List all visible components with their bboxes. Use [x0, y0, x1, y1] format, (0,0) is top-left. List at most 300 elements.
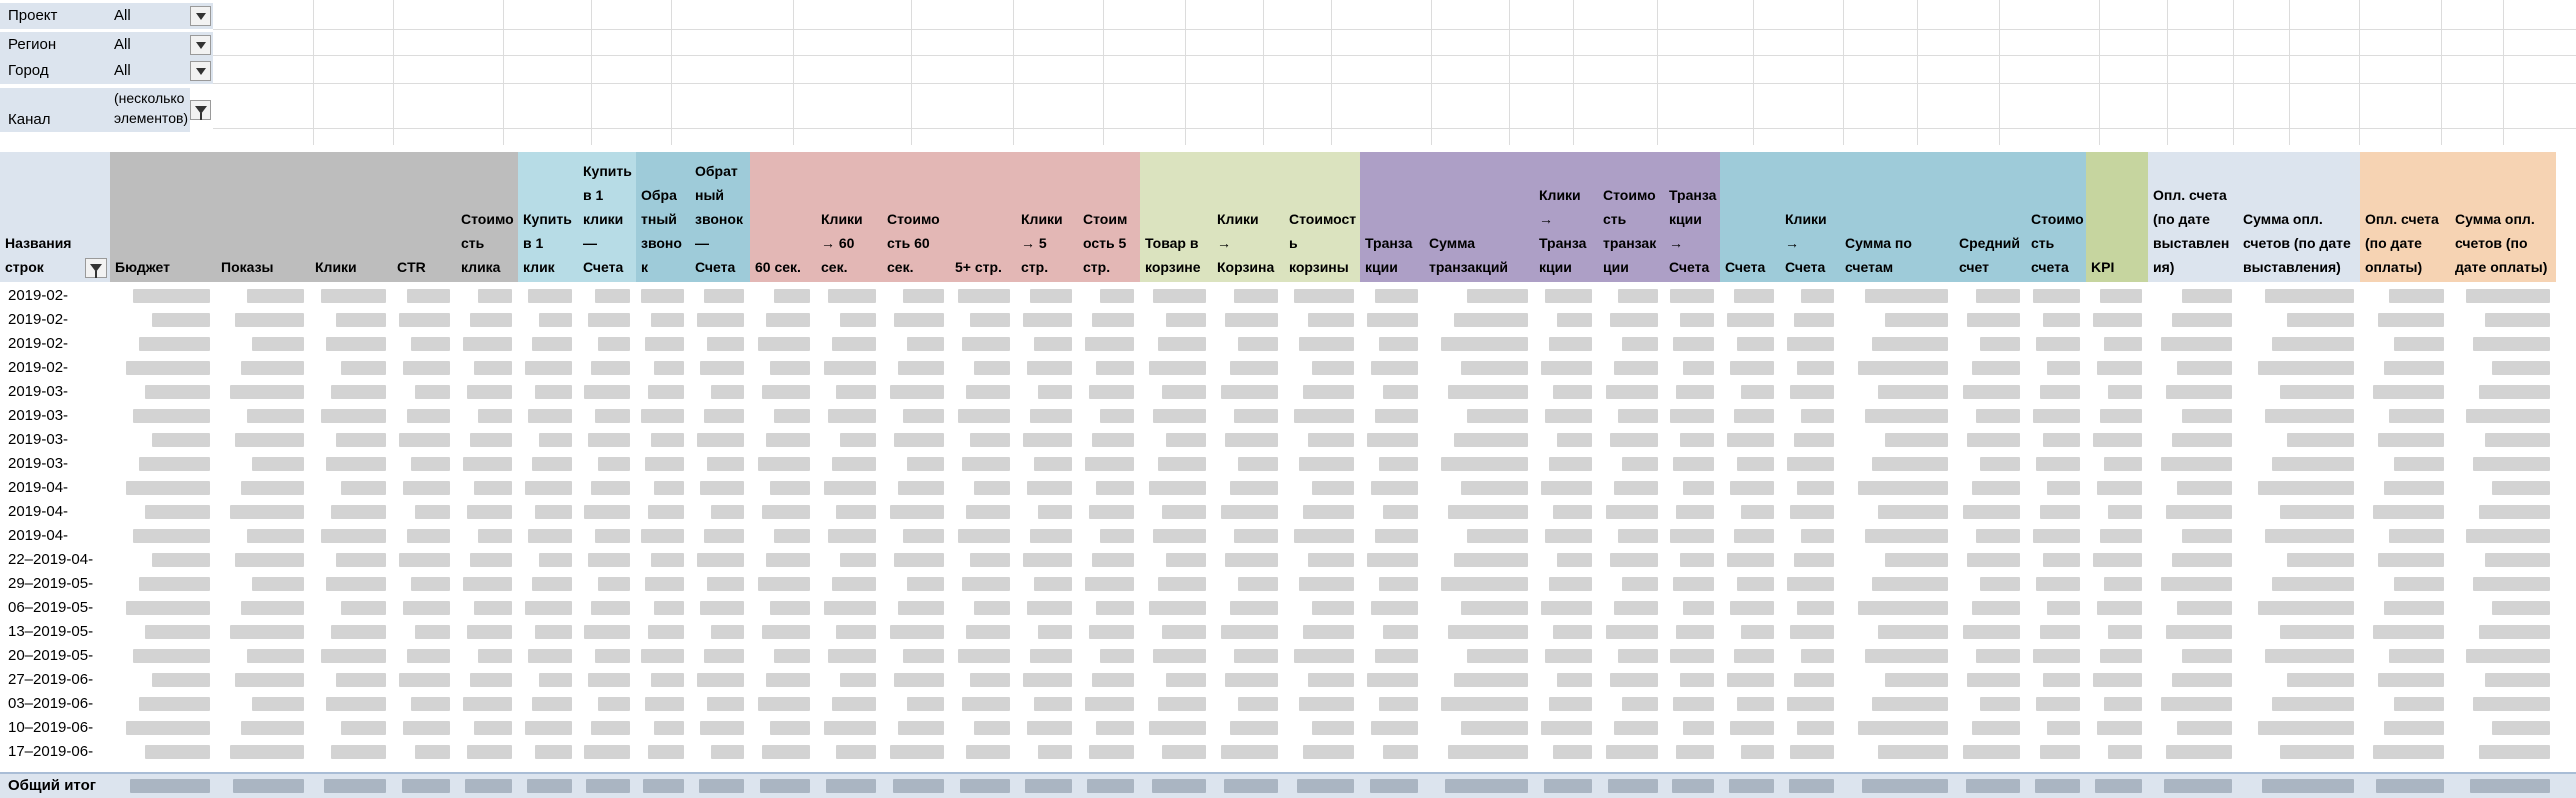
- pixelated-value-cell: [1670, 289, 1714, 303]
- pixelated-value-cell: [1034, 337, 1072, 351]
- pixelated-value-cell: [1149, 481, 1206, 495]
- column-header-label: Стоимо сть клика: [461, 211, 514, 275]
- column-header-label: 60 сек.: [755, 259, 801, 275]
- column-header[interactable]: [1840, 152, 1954, 282]
- pixelated-value-cell: [535, 385, 572, 399]
- pixelated-value-cell: [1549, 337, 1592, 351]
- column-header[interactable]: [1212, 152, 1284, 282]
- table-row[interactable]: [0, 404, 2576, 428]
- column-header[interactable]: [1424, 152, 1534, 282]
- pixelated-value-cell: [2485, 433, 2550, 447]
- column-header[interactable]: [1664, 152, 1720, 282]
- pixelated-value-cell: [539, 313, 572, 327]
- pixelated-value-cell: [2492, 721, 2550, 735]
- pixelated-value-cell: [2172, 553, 2232, 567]
- pixelated-value-cell: [1610, 313, 1658, 327]
- pixelated-value-cell: [241, 361, 304, 375]
- filter-value: All: [108, 3, 213, 29]
- table-row[interactable]: [0, 548, 2576, 572]
- pixelated-value-cell: [2108, 385, 2142, 399]
- pixelated-value-cell: [1100, 529, 1134, 543]
- table-row[interactable]: [0, 596, 2576, 620]
- pixelated-value-cell: [654, 721, 684, 735]
- column-header[interactable]: [1078, 152, 1140, 282]
- pixelated-value-cell: [2033, 409, 2080, 423]
- pixelated-value-cell: [2272, 577, 2354, 591]
- pixelated-total-cell: [324, 779, 386, 793]
- pixelated-value-cell: [2373, 625, 2444, 639]
- pixelated-value-cell: [2258, 601, 2354, 615]
- pixelated-value-cell: [2280, 745, 2354, 759]
- pixelated-value-cell: [1727, 673, 1774, 687]
- pixelated-value-cell: [152, 313, 210, 327]
- filter-row: [0, 3, 213, 29]
- pixelated-value-cell: [2287, 553, 2354, 567]
- pixelated-value-cell: [1553, 745, 1592, 759]
- column-header[interactable]: [2360, 152, 2450, 282]
- pixelated-value-cell: [1225, 313, 1278, 327]
- pixelated-value-cell: [840, 433, 876, 447]
- table-row[interactable]: [0, 668, 2576, 692]
- column-header-label: Сумма опл. счетов (по дате оплаты): [2455, 211, 2548, 275]
- row-label: 17–2019-06-: [8, 743, 94, 760]
- pixelated-total-cell: [2095, 779, 2142, 793]
- pixelated-value-cell: [774, 409, 810, 423]
- column-header[interactable]: [816, 152, 882, 282]
- pixelated-value-cell: [1038, 505, 1072, 519]
- column-header-label: Купить в 1 клик: [523, 211, 572, 275]
- pixelated-value-cell: [2033, 529, 2080, 543]
- pixelated-value-cell: [1541, 481, 1592, 495]
- pixelated-value-cell: [711, 745, 744, 759]
- pixelated-value-cell: [2373, 745, 2444, 759]
- pixelated-value-cell: [2378, 433, 2444, 447]
- column-header[interactable]: [110, 152, 216, 282]
- pixelated-value-cell: [758, 577, 810, 591]
- gridline: [1509, 0, 1510, 145]
- column-header-label: Сумма транзакций: [1429, 235, 1509, 275]
- pixelated-value-cell: [1038, 385, 1072, 399]
- pixelated-value-cell: [1162, 625, 1206, 639]
- pixelated-value-cell: [584, 505, 630, 519]
- pixelated-value-cell: [2466, 409, 2550, 423]
- column-header[interactable]: [2086, 152, 2148, 282]
- pixelated-value-cell: [326, 697, 386, 711]
- pixelated-value-cell: [133, 409, 210, 423]
- pixelated-value-cell: [704, 529, 744, 543]
- gridline: [671, 0, 672, 145]
- pixelated-total-cell: [893, 779, 944, 793]
- pixelated-value-cell: [1976, 289, 2020, 303]
- pixelated-value-cell: [1312, 481, 1354, 495]
- pixelated-value-cell: [1797, 361, 1834, 375]
- gridline: [1917, 0, 1918, 145]
- pixelated-value-cell: [907, 577, 944, 591]
- pixelated-value-cell: [970, 673, 1010, 687]
- column-header[interactable]: [2238, 152, 2360, 282]
- pixelated-value-cell: [840, 313, 876, 327]
- pixelated-value-cell: [648, 505, 684, 519]
- pixelated-value-cell: [1680, 673, 1714, 687]
- pixelated-value-cell: [1878, 505, 1948, 519]
- column-header[interactable]: [2026, 152, 2086, 282]
- column-header[interactable]: [1284, 152, 1360, 282]
- column-header[interactable]: [392, 152, 456, 282]
- pixelated-value-cell: [1089, 625, 1134, 639]
- pixelated-value-cell: [525, 601, 572, 615]
- pixelated-value-cell: [1166, 553, 1206, 567]
- pixelated-value-cell: [648, 385, 684, 399]
- pixelated-value-cell: [651, 433, 684, 447]
- pixelated-value-cell: [1238, 577, 1278, 591]
- table-row[interactable]: [0, 572, 2576, 596]
- pixelated-value-cell: [2047, 721, 2080, 735]
- pixelated-value-cell: [2265, 409, 2354, 423]
- pixelated-value-cell: [1375, 649, 1418, 663]
- pixelated-value-cell: [1448, 505, 1528, 519]
- filter-funnel-button[interactable]: [190, 100, 211, 120]
- pixelated-value-cell: [1454, 313, 1528, 327]
- pixelated-value-cell: [1557, 313, 1592, 327]
- column-header[interactable]: [310, 152, 392, 282]
- pixelated-total-cell: [2035, 779, 2080, 793]
- column-header-label: Бюджет: [115, 259, 170, 275]
- pixelated-value-cell: [2166, 625, 2232, 639]
- pixelated-value-cell: [774, 529, 810, 543]
- pixelated-value-cell: [399, 673, 450, 687]
- pixelated-value-cell: [1089, 385, 1134, 399]
- pixelated-value-cell: [595, 409, 630, 423]
- pixelated-value-cell: [2040, 385, 2080, 399]
- pixelated-value-cell: [654, 481, 684, 495]
- filter-dropdown-button[interactable]: [190, 6, 211, 26]
- pixelated-value-cell: [898, 481, 944, 495]
- pixelated-value-cell: [241, 481, 304, 495]
- pixelated-value-cell: [1790, 625, 1834, 639]
- pixelated-value-cell: [133, 649, 210, 663]
- pixelated-value-cell: [1149, 601, 1206, 615]
- gridline: [213, 55, 2576, 56]
- pixelated-value-cell: [1448, 625, 1528, 639]
- pixelated-value-cell: [1461, 481, 1528, 495]
- gridline: [1013, 0, 1014, 145]
- table-row[interactable]: [0, 740, 2576, 764]
- filter-label: Проект: [0, 3, 108, 29]
- pixelated-value-cell: [1312, 361, 1354, 375]
- column-header[interactable]: [456, 152, 518, 282]
- pixelated-value-cell: [645, 457, 684, 471]
- row-label: 2019-03-: [8, 431, 69, 448]
- pixelated-value-cell: [700, 481, 744, 495]
- pixelated-value-cell: [598, 697, 630, 711]
- column-header[interactable]: [1534, 152, 1598, 282]
- row-labels-header[interactable]: [0, 152, 110, 282]
- column-header[interactable]: [1954, 152, 2026, 282]
- column-header[interactable]: [1140, 152, 1212, 282]
- dropdown-arrow-icon: [196, 42, 206, 49]
- filter-dropdown-button[interactable]: [190, 61, 211, 81]
- pixelated-value-cell: [1967, 553, 2020, 567]
- pixelated-value-cell: [145, 505, 210, 519]
- pixelated-value-cell: [1383, 385, 1418, 399]
- pixelated-value-cell: [828, 529, 876, 543]
- pixelated-value-cell: [539, 433, 572, 447]
- pixelated-value-cell: [1980, 457, 2020, 471]
- table-row[interactable]: [0, 308, 2576, 332]
- pixelated-value-cell: [252, 457, 304, 471]
- pixelated-value-cell: [2466, 289, 2550, 303]
- pixelated-value-cell: [697, 673, 744, 687]
- pixelated-value-cell: [1367, 433, 1418, 447]
- pixelated-value-cell: [1375, 529, 1418, 543]
- pixelated-value-cell: [1162, 505, 1206, 519]
- column-header[interactable]: [1360, 152, 1424, 282]
- filter-dropdown-button[interactable]: [190, 35, 211, 55]
- pixelated-total-cell: [1544, 779, 1592, 793]
- pixelated-value-cell: [321, 529, 386, 543]
- pixelated-value-cell: [894, 673, 944, 687]
- table-row[interactable]: [0, 452, 2576, 476]
- column-header[interactable]: [636, 152, 690, 282]
- pixelated-value-cell: [1030, 529, 1072, 543]
- pixelated-value-cell: [1085, 337, 1134, 351]
- pixelated-value-cell: [1683, 601, 1714, 615]
- pixelated-value-cell: [770, 481, 810, 495]
- pixelated-value-cell: [1787, 697, 1834, 711]
- pixelated-value-cell: [152, 553, 210, 567]
- pixelated-value-cell: [1461, 601, 1528, 615]
- table-row[interactable]: [0, 716, 2576, 740]
- pixelated-value-cell: [2100, 409, 2142, 423]
- pixelated-total-cell: [1789, 779, 1834, 793]
- pixelated-value-cell: [1158, 577, 1206, 591]
- column-header-label: Транза кции: [1365, 235, 1413, 275]
- column-header[interactable]: [750, 152, 816, 282]
- pixelated-value-cell: [1618, 649, 1658, 663]
- pixelated-value-cell: [894, 313, 944, 327]
- pixelated-value-cell: [528, 529, 572, 543]
- pixelated-value-cell: [1673, 697, 1714, 711]
- column-header[interactable]: [1598, 152, 1664, 282]
- pixelated-value-cell: [1454, 673, 1528, 687]
- column-header[interactable]: [578, 152, 636, 282]
- column-header-label: Опл. счета (по дате выставлен ия): [2153, 187, 2230, 275]
- table-row[interactable]: [0, 356, 2576, 380]
- pixelated-value-cell: [2378, 673, 2444, 687]
- pixelated-value-cell: [2043, 313, 2080, 327]
- pixelated-value-cell: [1670, 649, 1714, 663]
- pixelated-value-cell: [2272, 457, 2354, 471]
- pixelated-value-cell: [962, 697, 1010, 711]
- column-header[interactable]: [1016, 152, 1078, 282]
- pixelated-value-cell: [478, 529, 512, 543]
- pixelated-value-cell: [2466, 649, 2550, 663]
- pixelated-value-cell: [1622, 697, 1658, 711]
- pixelated-value-cell: [1730, 721, 1774, 735]
- gridline: [1331, 0, 1332, 145]
- pixelated-value-cell: [1622, 457, 1658, 471]
- pixelated-value-cell: [2373, 385, 2444, 399]
- pixelated-value-cell: [2161, 457, 2232, 471]
- pixelated-value-cell: [591, 601, 630, 615]
- pixelated-value-cell: [898, 361, 944, 375]
- gridline: [793, 0, 794, 145]
- pixelated-value-cell: [2104, 697, 2142, 711]
- pixelated-value-cell: [2161, 577, 2232, 591]
- pixelated-value-cell: [2485, 313, 2550, 327]
- pixelated-value-cell: [463, 457, 512, 471]
- pixelated-value-cell: [1790, 505, 1834, 519]
- pixelated-value-cell: [591, 481, 630, 495]
- pixelated-value-cell: [247, 409, 304, 423]
- pixelated-value-cell: [1027, 361, 1072, 375]
- pixelated-value-cell: [474, 481, 512, 495]
- pixelated-value-cell: [1225, 673, 1278, 687]
- pixelated-value-cell: [1980, 697, 2020, 711]
- pixelated-value-cell: [1794, 313, 1834, 327]
- pixelated-value-cell: [1606, 385, 1658, 399]
- row-label: 2019-03-: [8, 455, 69, 472]
- pixelated-value-cell: [648, 625, 684, 639]
- pixelated-value-cell: [467, 745, 512, 759]
- pixelated-value-cell: [2166, 745, 2232, 759]
- pixelated-value-cell: [1683, 481, 1714, 495]
- pixelated-value-cell: [1308, 433, 1354, 447]
- pixelated-value-cell: [2097, 361, 2142, 375]
- pixelated-total-cell: [1087, 779, 1134, 793]
- row-label: 2019-03-: [8, 407, 69, 424]
- pixelated-value-cell: [1023, 553, 1072, 567]
- column-header[interactable]: [2450, 152, 2556, 282]
- pixelated-total-cell: [402, 779, 450, 793]
- pixelated-value-cell: [697, 433, 744, 447]
- pixelated-value-cell: [1741, 745, 1774, 759]
- pixelated-value-cell: [2389, 529, 2444, 543]
- pixelated-value-cell: [2166, 505, 2232, 519]
- gridline: [393, 0, 394, 145]
- pixelated-value-cell: [966, 745, 1010, 759]
- table-row[interactable]: [0, 500, 2576, 524]
- pixelated-value-cell: [321, 649, 386, 663]
- pixelated-value-cell: [463, 577, 512, 591]
- pixelated-value-cell: [595, 529, 630, 543]
- column-header[interactable]: [2148, 152, 2238, 282]
- grand-total-row: [0, 772, 2576, 798]
- pixelated-value-cell: [2466, 529, 2550, 543]
- pixelated-value-cell: [1963, 385, 2020, 399]
- pixelated-value-cell: [470, 553, 512, 567]
- column-header-label: Стоимост ь корзины: [1289, 211, 1357, 275]
- pixelated-value-cell: [247, 289, 304, 303]
- gridline: [2359, 0, 2360, 145]
- pixelated-value-cell: [1727, 313, 1774, 327]
- pixelated-value-cell: [2280, 385, 2354, 399]
- pixelated-value-cell: [535, 625, 572, 639]
- pixelated-value-cell: [1801, 409, 1834, 423]
- gridline: [1843, 0, 1844, 145]
- pixelated-value-cell: [2258, 481, 2354, 495]
- table-row[interactable]: [0, 620, 2576, 644]
- column-header[interactable]: [950, 152, 1016, 282]
- pixelated-value-cell: [770, 601, 810, 615]
- table-row[interactable]: [0, 332, 2576, 356]
- pixelated-value-cell: [539, 553, 572, 567]
- pixelated-value-cell: [890, 385, 944, 399]
- pixelated-value-cell: [651, 553, 684, 567]
- pixelated-value-cell: [1858, 361, 1948, 375]
- column-header-label: Показы: [221, 259, 274, 275]
- pixelated-value-cell: [1299, 337, 1354, 351]
- column-header[interactable]: [690, 152, 750, 282]
- pixelated-value-cell: [2097, 601, 2142, 615]
- pixelated-value-cell: [415, 625, 450, 639]
- pixelated-value-cell: [2093, 553, 2142, 567]
- pixelated-value-cell: [1865, 409, 1948, 423]
- pixelated-value-cell: [1980, 577, 2020, 591]
- table-row[interactable]: [0, 428, 2576, 452]
- pixelated-value-cell: [1448, 745, 1528, 759]
- column-header[interactable]: [1720, 152, 1780, 282]
- gridline: [1999, 0, 2000, 145]
- column-header[interactable]: [882, 152, 950, 282]
- pixelated-value-cell: [2479, 385, 2550, 399]
- column-header[interactable]: [518, 152, 578, 282]
- pixelated-value-cell: [1303, 625, 1354, 639]
- pixelated-value-cell: [1383, 625, 1418, 639]
- column-header[interactable]: [1780, 152, 1840, 282]
- pixelated-value-cell: [2047, 601, 2080, 615]
- table-row[interactable]: [0, 284, 2576, 308]
- pixelated-value-cell: [1149, 721, 1206, 735]
- pixelated-value-cell: [2479, 625, 2550, 639]
- gridline: [503, 0, 504, 145]
- row-labels-filter-button[interactable]: [85, 258, 107, 278]
- column-header-label: Клики → Транза кции: [1539, 187, 1587, 275]
- pixelated-value-cell: [1153, 289, 1206, 303]
- pixelated-value-cell: [2485, 553, 2550, 567]
- pixelated-value-cell: [824, 481, 876, 495]
- pixelated-value-cell: [711, 505, 744, 519]
- pixelated-value-cell: [331, 385, 386, 399]
- pixelated-value-cell: [700, 601, 744, 615]
- column-header-label: Опл. счета (по дате оплаты): [2365, 211, 2439, 275]
- pixelated-value-cell: [1096, 601, 1134, 615]
- pixelated-value-cell: [1976, 529, 2020, 543]
- pixelated-value-cell: [532, 337, 572, 351]
- table-row[interactable]: [0, 644, 2576, 668]
- column-header[interactable]: [216, 152, 310, 282]
- pixelated-value-cell: [241, 721, 304, 735]
- column-header-label: Клики → 60 сек.: [821, 211, 863, 275]
- pixelated-value-cell: [2182, 409, 2232, 423]
- pixelated-value-cell: [1467, 409, 1528, 423]
- pixelated-total-cell: [2262, 779, 2354, 793]
- pixelated-value-cell: [1027, 481, 1072, 495]
- gridline: [1431, 0, 1432, 145]
- pixelated-value-cell: [970, 313, 1010, 327]
- table-row[interactable]: [0, 476, 2576, 500]
- pixelated-value-cell: [2384, 361, 2444, 375]
- pixelated-value-cell: [595, 289, 630, 303]
- pixelated-value-cell: [1545, 409, 1592, 423]
- table-row[interactable]: [0, 380, 2576, 404]
- pixelated-total-cell: [1729, 779, 1774, 793]
- pivot-filter-area: [0, 0, 2576, 145]
- pixelated-value-cell: [2036, 457, 2080, 471]
- table-row[interactable]: [0, 524, 2576, 548]
- table-row[interactable]: [0, 692, 2576, 716]
- row-label: 13–2019-05-: [8, 623, 94, 640]
